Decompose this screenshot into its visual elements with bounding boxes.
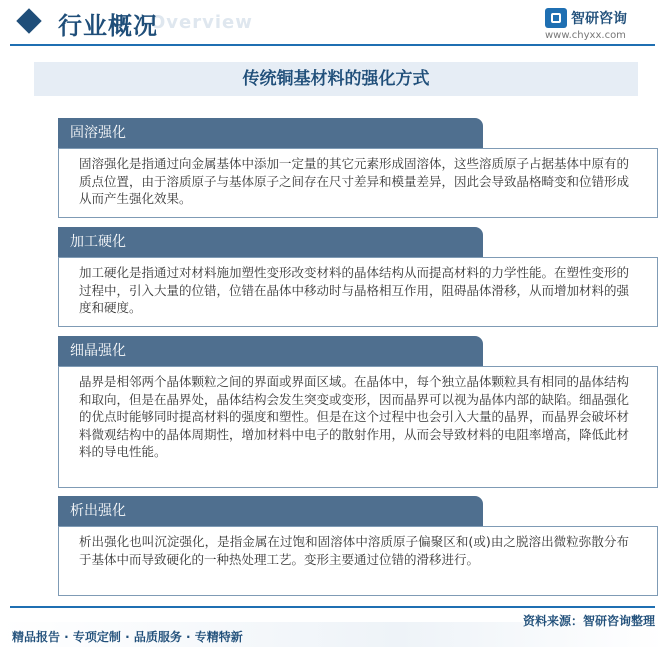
header-subtitle: Overview — [150, 12, 253, 33]
section-box — [58, 257, 658, 327]
logo-url: www.chyxx.com — [545, 30, 626, 41]
section-box — [58, 148, 658, 218]
section-heading: 析出强化 — [58, 496, 483, 526]
logo-icon — [545, 8, 567, 28]
brand-logo — [545, 6, 655, 42]
section-heading: 加工硬化 — [58, 227, 483, 257]
section-box — [58, 526, 658, 596]
diamond-icon — [16, 8, 41, 33]
section-grain-refinement — [58, 336, 658, 488]
footer-tagline: 精品报告 · 专项定制 · 品质服务 · 专精特新 — [12, 630, 243, 644]
section-text: 固溶强化是指通过向金属基体中添加一定量的其它元素形成固溶体，这些溶质原子占据基体中原有的质点位置，由于溶质原子与基体原子之间存在尺寸差异和模量差异，因此会导致晶格畸变和位错形成从而产生强化效果。 — [79, 156, 630, 206]
section-heading: 细晶强化 — [58, 336, 483, 366]
section-box — [58, 366, 658, 488]
section-work-hardening — [58, 227, 658, 327]
section-precipitation — [58, 496, 658, 596]
page-header — [0, 0, 665, 44]
logo-name: 智研咨询 — [571, 11, 627, 27]
header-title: 行业概况 — [58, 12, 158, 40]
header-divider — [10, 44, 655, 46]
section-solid-solution — [58, 118, 658, 218]
section-heading: 固溶强化 — [58, 118, 483, 148]
page-title: 传统铜基材料的强化方式 — [34, 62, 638, 96]
section-text: 晶界是相邻两个晶体颗粒之间的界面或界面区域。在晶体中，每个独立晶体颗粒具有相同的晶体结构和取向，但是在晶界处，晶体结构会发生突变或变形，因而晶界可以视为晶体内部的缺陷。细晶强化的优点时能够同时提高材料的强度和塑性。但是在这个过程中也会引入大量的晶界，而晶界会破坏材料微观结构中的晶体周期性，增加材料中电子的散射作用，从而会导致材料的电阻率增高，降低此材料的导电性能。 — [79, 374, 630, 459]
source-note: 资料来源：智研咨询整理 — [522, 614, 655, 628]
section-text: 加工硬化是指通过对材料施加塑性变形改变材料的晶体结构从而提高材料的力学性能。在塑性变形的过程中，引入大量的位错，位错在晶体中移动时与晶格相互作用，阻碍晶体滑移，从而增加材料的强度和硬度。 — [79, 265, 630, 315]
section-text: 析出强化也叫沉淀强化，是指金属在过饱和固溶体中溶质原子偏聚区和(或)由之脱溶出微粒弥散分布于基体中而导致硬化的一种热处理工艺。变形主要通过位错的滑移进行。 — [79, 534, 629, 567]
footer-divider — [10, 606, 655, 608]
